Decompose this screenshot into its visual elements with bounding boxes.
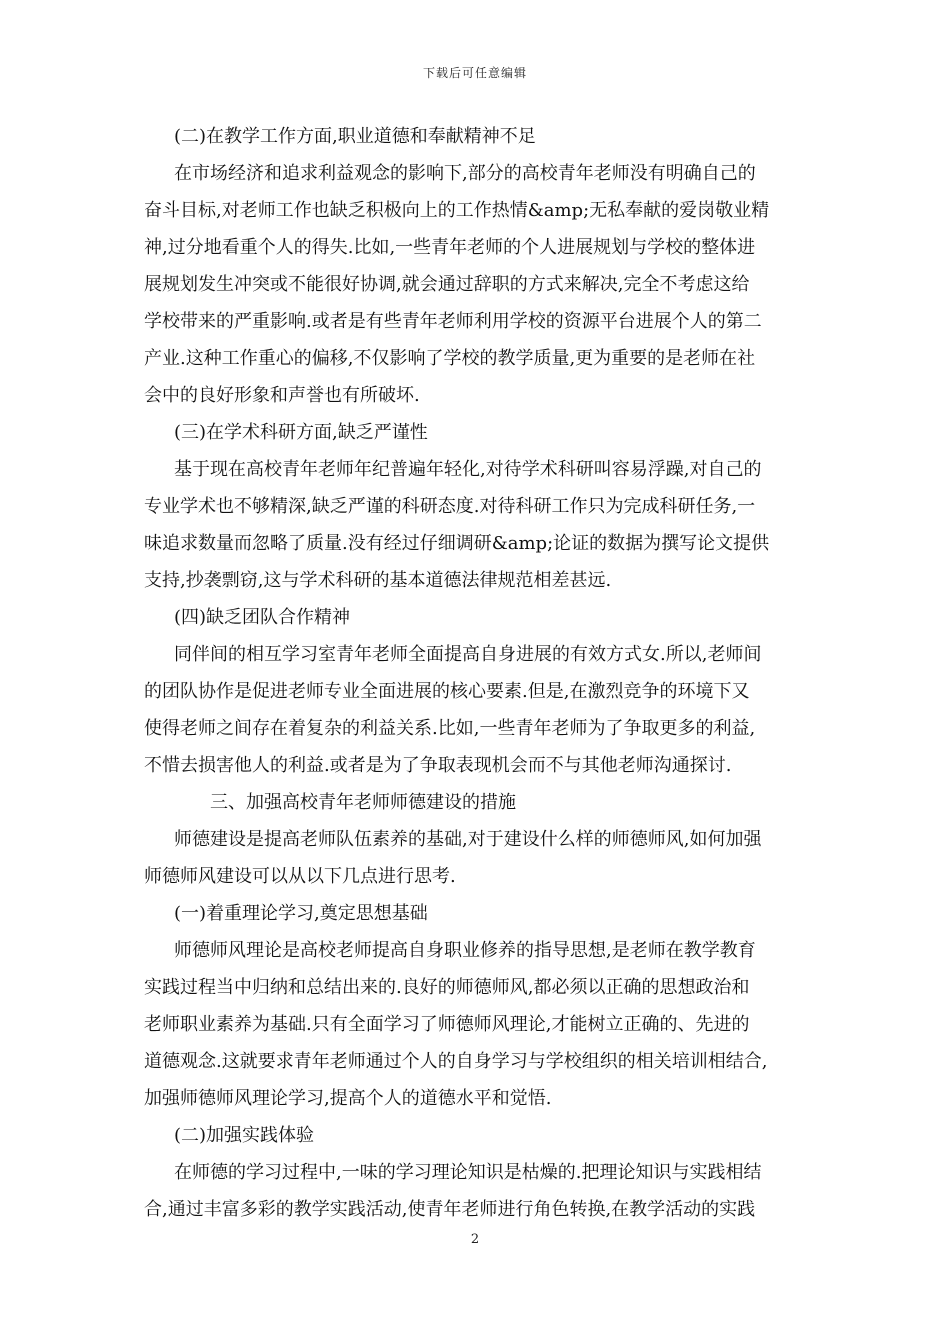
text-line: 味追求数量而忽略了质量.没有经过仔细调研&amp;论证的数据为撰写论文提供: [144, 533, 770, 554]
text-line: 合,通过丰富多彩的教学实践活动,使青年老师进行角色转换,在教学活动的实践: [144, 1199, 756, 1220]
text-line: 老师职业素养为基础.只有全面学习了师德师风理论,才能树立正确的、先进的: [144, 1014, 750, 1035]
text-line: 不惜去损害他人的利益.或者是为了争取表现机会而不与其他老师沟通探讨.: [144, 755, 732, 776]
section-heading: 三、加强高校青年老师师德建设的措施: [210, 792, 516, 813]
text-line: 师德师风理论是高校老师提高自身职业修养的指导思想,是老师在教学教育: [174, 940, 756, 961]
text-line: 会中的良好形象和声誉也有所破坏.: [144, 385, 420, 406]
body-text: [144, 118, 812, 1228]
text-line: 支持,抄袭剽窃,这与学术科研的基本道德法律规范相差甚远.: [144, 570, 612, 591]
text-line: 在师德的学习过程中,一味的学习理论知识是枯燥的.把理论知识与实践相结: [174, 1162, 762, 1183]
text-line: 的团队协作是促进老师专业全面进展的核心要素.但是,在激烈竞争的环境下又: [144, 681, 750, 702]
text-line: 使得老师之间存在着复杂的利益关系.比如,一些青年老师为了争取更多的利益,: [144, 718, 756, 739]
text-line: (二)加强实践体验: [174, 1125, 315, 1146]
text-line: 在市场经济和追求利益观念的影响下,部分的高校青年老师没有明确自己的: [174, 163, 756, 184]
text-line: 师德师风建设可以从以下几点进行思考.: [144, 866, 456, 887]
text-line: 实践过程当中归纳和总结出来的.良好的师德师风,都必须以正确的思想政治和: [144, 977, 750, 998]
text-line: (二)在教学工作方面,职业道德和奉献精神不足: [174, 126, 536, 147]
text-line: 产业.这种工作重心的偏移,不仅影响了学校的教学质量,更为重要的是老师在社: [144, 348, 756, 369]
text-line: 神,过分地看重个人的得失.比如,一些青年老师的个人进展规划与学校的整体进: [144, 237, 756, 258]
text-line: 师德建设是提高老师队伍素养的基础,对于建设什么样的师德师风,如何加强: [174, 829, 762, 850]
text-line: 奋斗目标,对老师工作也缺乏积极向上的工作热情&amp;无私奉献的爱岗敬业精: [144, 200, 770, 221]
text-line: (四)缺乏团队合作精神: [174, 607, 351, 628]
text-line: 专业学术也不够精深,缺乏严谨的科研态度.对待科研工作只为完成科研任务,一: [144, 496, 756, 517]
text-line: 展规划发生冲突或不能很好协调,就会通过辞职的方式来解决,完全不考虑这给: [144, 274, 750, 295]
text-line: 同伴间的相互学习室青年老师全面提高自身进展的有效方式女.所以,老师间: [174, 644, 762, 665]
text-line: 加强师德师风理论学习,提高个人的道德水平和觉悟.: [144, 1088, 552, 1109]
page-header: 下载后可任意编辑: [422, 66, 527, 80]
text-line: 学校带来的严重影响.或者是有些青年老师利用学校的资源平台进展个人的第二: [144, 311, 762, 332]
text-line: (一)着重理论学习,奠定思想基础: [174, 903, 428, 924]
text-line: 道德观念.这就要求青年老师通过个人的自身学习与学校组织的相关培训相结合,: [144, 1051, 768, 1072]
page-number: 2: [470, 1232, 480, 1247]
text-line: (三)在学术科研方面,缺乏严谨性: [174, 422, 428, 443]
text-line: 基于现在高校青年老师年纪普遍年轻化,对待学术科研叫容易浮躁,对自己的: [174, 459, 762, 480]
